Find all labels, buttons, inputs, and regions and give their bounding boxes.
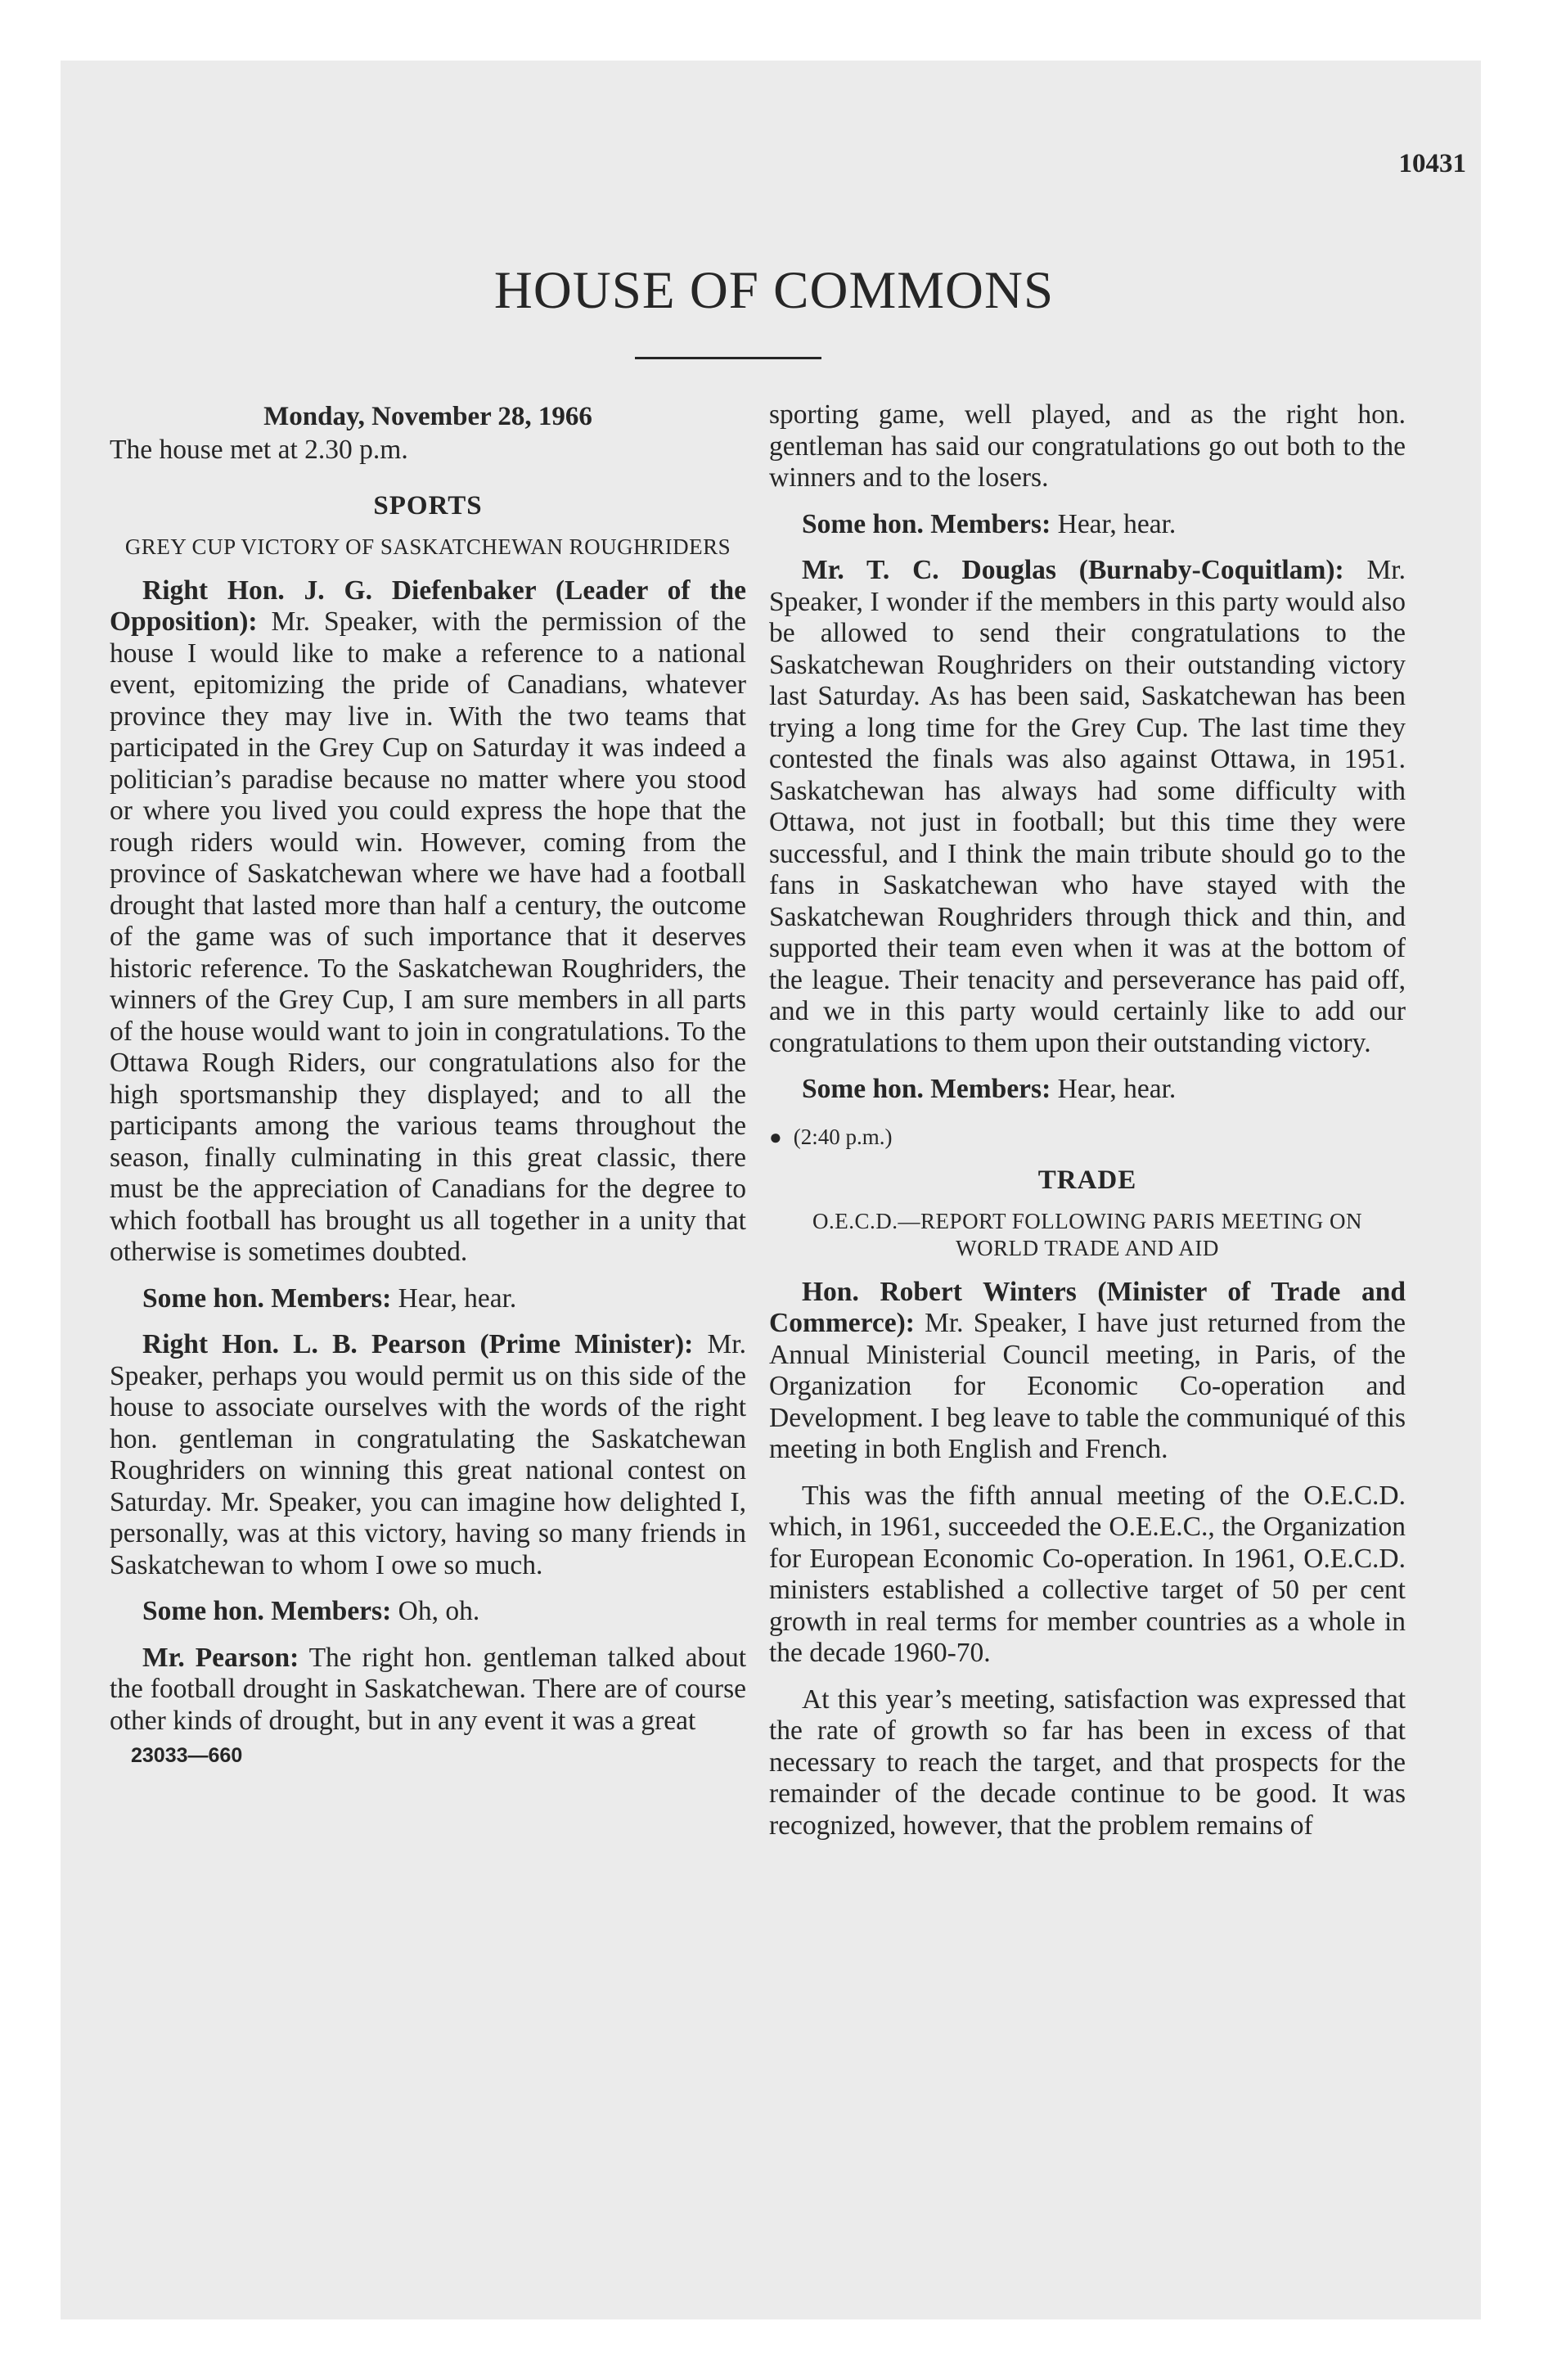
right-column bbox=[769, 399, 1406, 1856]
speech-text: Oh, oh. bbox=[391, 1596, 480, 1626]
speech-pearson bbox=[110, 1329, 746, 1581]
page-number: 10431 bbox=[1398, 149, 1466, 178]
sitting-date: Monday, November 28, 1966 bbox=[263, 402, 592, 431]
page-title: HOUSE OF COMMONS bbox=[493, 261, 1055, 320]
bullet-icon: ● bbox=[769, 1125, 782, 1149]
title-rule bbox=[635, 357, 821, 359]
left-column bbox=[110, 401, 746, 1772]
speech-text: Mr. Speaker, perhaps you would permit us on this side of the house to associate ourselves with the words of the right hon. gentleman in congratulating the Saskatchewan Roughriders on winning this great national contest on Saturday. Mr. Speaker, you can imagine how delighted I, personally, was at this victory, having so many friends in Saskatchewan to whom I owe so much. bbox=[110, 1329, 746, 1580]
house-met-line: The house met at 2.30 p.m. bbox=[110, 434, 408, 465]
print-code: 23033—660 bbox=[131, 1744, 243, 1767]
speech-text: Hear, hear. bbox=[391, 1282, 517, 1314]
speaker-name: Right Hon. J. G. Diefenbaker (Leader of the Opposition): bbox=[110, 575, 746, 637]
interjection-oh-oh bbox=[110, 1596, 746, 1628]
speaker-name: Mr. Pearson: bbox=[142, 1642, 299, 1673]
speech-winters-p3: At this year’s meeting, satisfaction was expressed that the rate of growth so far has been in excess of that necessary to reach the target, and that prospects for the remainder of the decade continue to be good. It was recognized, however, that the problem remains of bbox=[769, 1684, 1406, 1841]
interjection-hear-hear-2 bbox=[769, 509, 1406, 541]
speech-diefenbaker bbox=[110, 575, 746, 1269]
speech-winters-p2: This was the fifth annual meeting of the O.E.C.D. which, in 1961, succeeded the O.E.E.C., the Organization for European Economic Co-operation. In 1961, O.E.C.D. ministers established a collective target of 50 per cent growth in real terms for member countries as a whole in the decade 1960-70. bbox=[769, 1480, 1406, 1668]
speech-text: Mr. Speaker, I wonder if the members in this party would also be allowed to send their congratulations to the Saskatchewan Roughriders on their outstanding victory last Saturday. As has been said, Saskatchewan has been trying a long time for the Grey Cup. The last time they contested the finals was also against Ottawa, in 1951. Saskatchewan has always had some difficulty with Ottawa, not just in football; but this time they were successful, and I think the main tribute should go to the fans in Saskatchewan who have stayed with the Saskatchewan Roughriders through thick and thin, and supported their team even when it was at the bottom of the league. Their tenacity and perseverance has paid off, and we in this party would certainly like to add our congratulations to them upon their outstanding victory. bbox=[769, 555, 1406, 1058]
speech-text: Mr. Speaker, with the permission of the house I would like to make a reference to a national event, epitomizing the pride of Canadians, whatever province they may live in. With the two teams that participated in the Grey Cup on Saturday it was indeed a politician’s paradise because no matter where you stood or where you lived you could express the hope that the rough riders would win. However, coming from the province of Saskatchewan where we have had a football drought that lasted more than half a century, the outcome of the game was of such importance that it deserves historic reference. To the Saskatchewan Roughriders, the winners of the Grey Cup, I am sure members in all parts of the house would want to join in congratulations. To the Ottawa Rough Riders, our congratulations also for the high sportsmanship they displayed; and to all the participants among the various teams throughout the season, finally culminating in this great classic, there must be the appreciation of Canadians for the degree to which football has brought us all together in a unity that otherwise is sometimes doubted. bbox=[110, 606, 746, 1267]
interjection-hear-hear bbox=[110, 1283, 746, 1315]
speech-text: Hear, hear. bbox=[1051, 508, 1177, 539]
speech-pearson-end: sporting game, well played, and as the right hon. gentleman has said our congratulations go out both to the winners and to the losers. bbox=[769, 399, 1406, 493]
speaker-name: Some hon. Members: bbox=[802, 508, 1051, 539]
speaker-name: Some hon. Members: bbox=[142, 1596, 392, 1626]
speech-text: Mr. Speaker, I have just returned from the Annual Ministerial Council meeting, in Paris, of the Organization for Economic Co-operation and Development. I beg leave to table the communiqué of this meeting in both English and French. bbox=[769, 1308, 1406, 1464]
section-heading-sports: SPORTS bbox=[373, 491, 483, 521]
section-heading-trade: TRADE bbox=[1037, 1165, 1137, 1195]
speech-pearson-continued bbox=[110, 1643, 746, 1738]
speech-winters bbox=[769, 1277, 1406, 1466]
interjection-hear-hear-3 bbox=[769, 1074, 1406, 1106]
speaker-name: Some hon. Members: bbox=[802, 1074, 1051, 1104]
time-stamp: (2:40 p.m.) bbox=[793, 1124, 893, 1149]
speech-douglas bbox=[769, 555, 1406, 1059]
speaker-name: Right Hon. L. B. Pearson (Prime Minister): bbox=[142, 1329, 694, 1359]
subheading-oecd: O.E.C.D.—REPORT FOLLOWING PARIS MEETING ON WORLD TRADE AND AID bbox=[812, 1208, 1362, 1260]
subheading-grey-cup: GREY CUP VICTORY OF SASKATCHEWAN ROUGHRIDERS bbox=[124, 534, 731, 559]
speaker-name: Mr. T. C. Douglas (Burnaby-Coquitlam): bbox=[802, 555, 1344, 585]
speech-text: Hear, hear. bbox=[1051, 1074, 1177, 1104]
speaker-name: Hon. Robert Winters (Minister of Trade and Commerce): bbox=[769, 1276, 1406, 1338]
speech-text: The right hon. gentleman talked about the football drought in Saskatchewan. There are of course other kinds of drought, but in any event it was a great bbox=[110, 1642, 747, 1736]
speaker-name: Some hon. Members: bbox=[142, 1282, 392, 1314]
time-marker bbox=[769, 1120, 1406, 1154]
